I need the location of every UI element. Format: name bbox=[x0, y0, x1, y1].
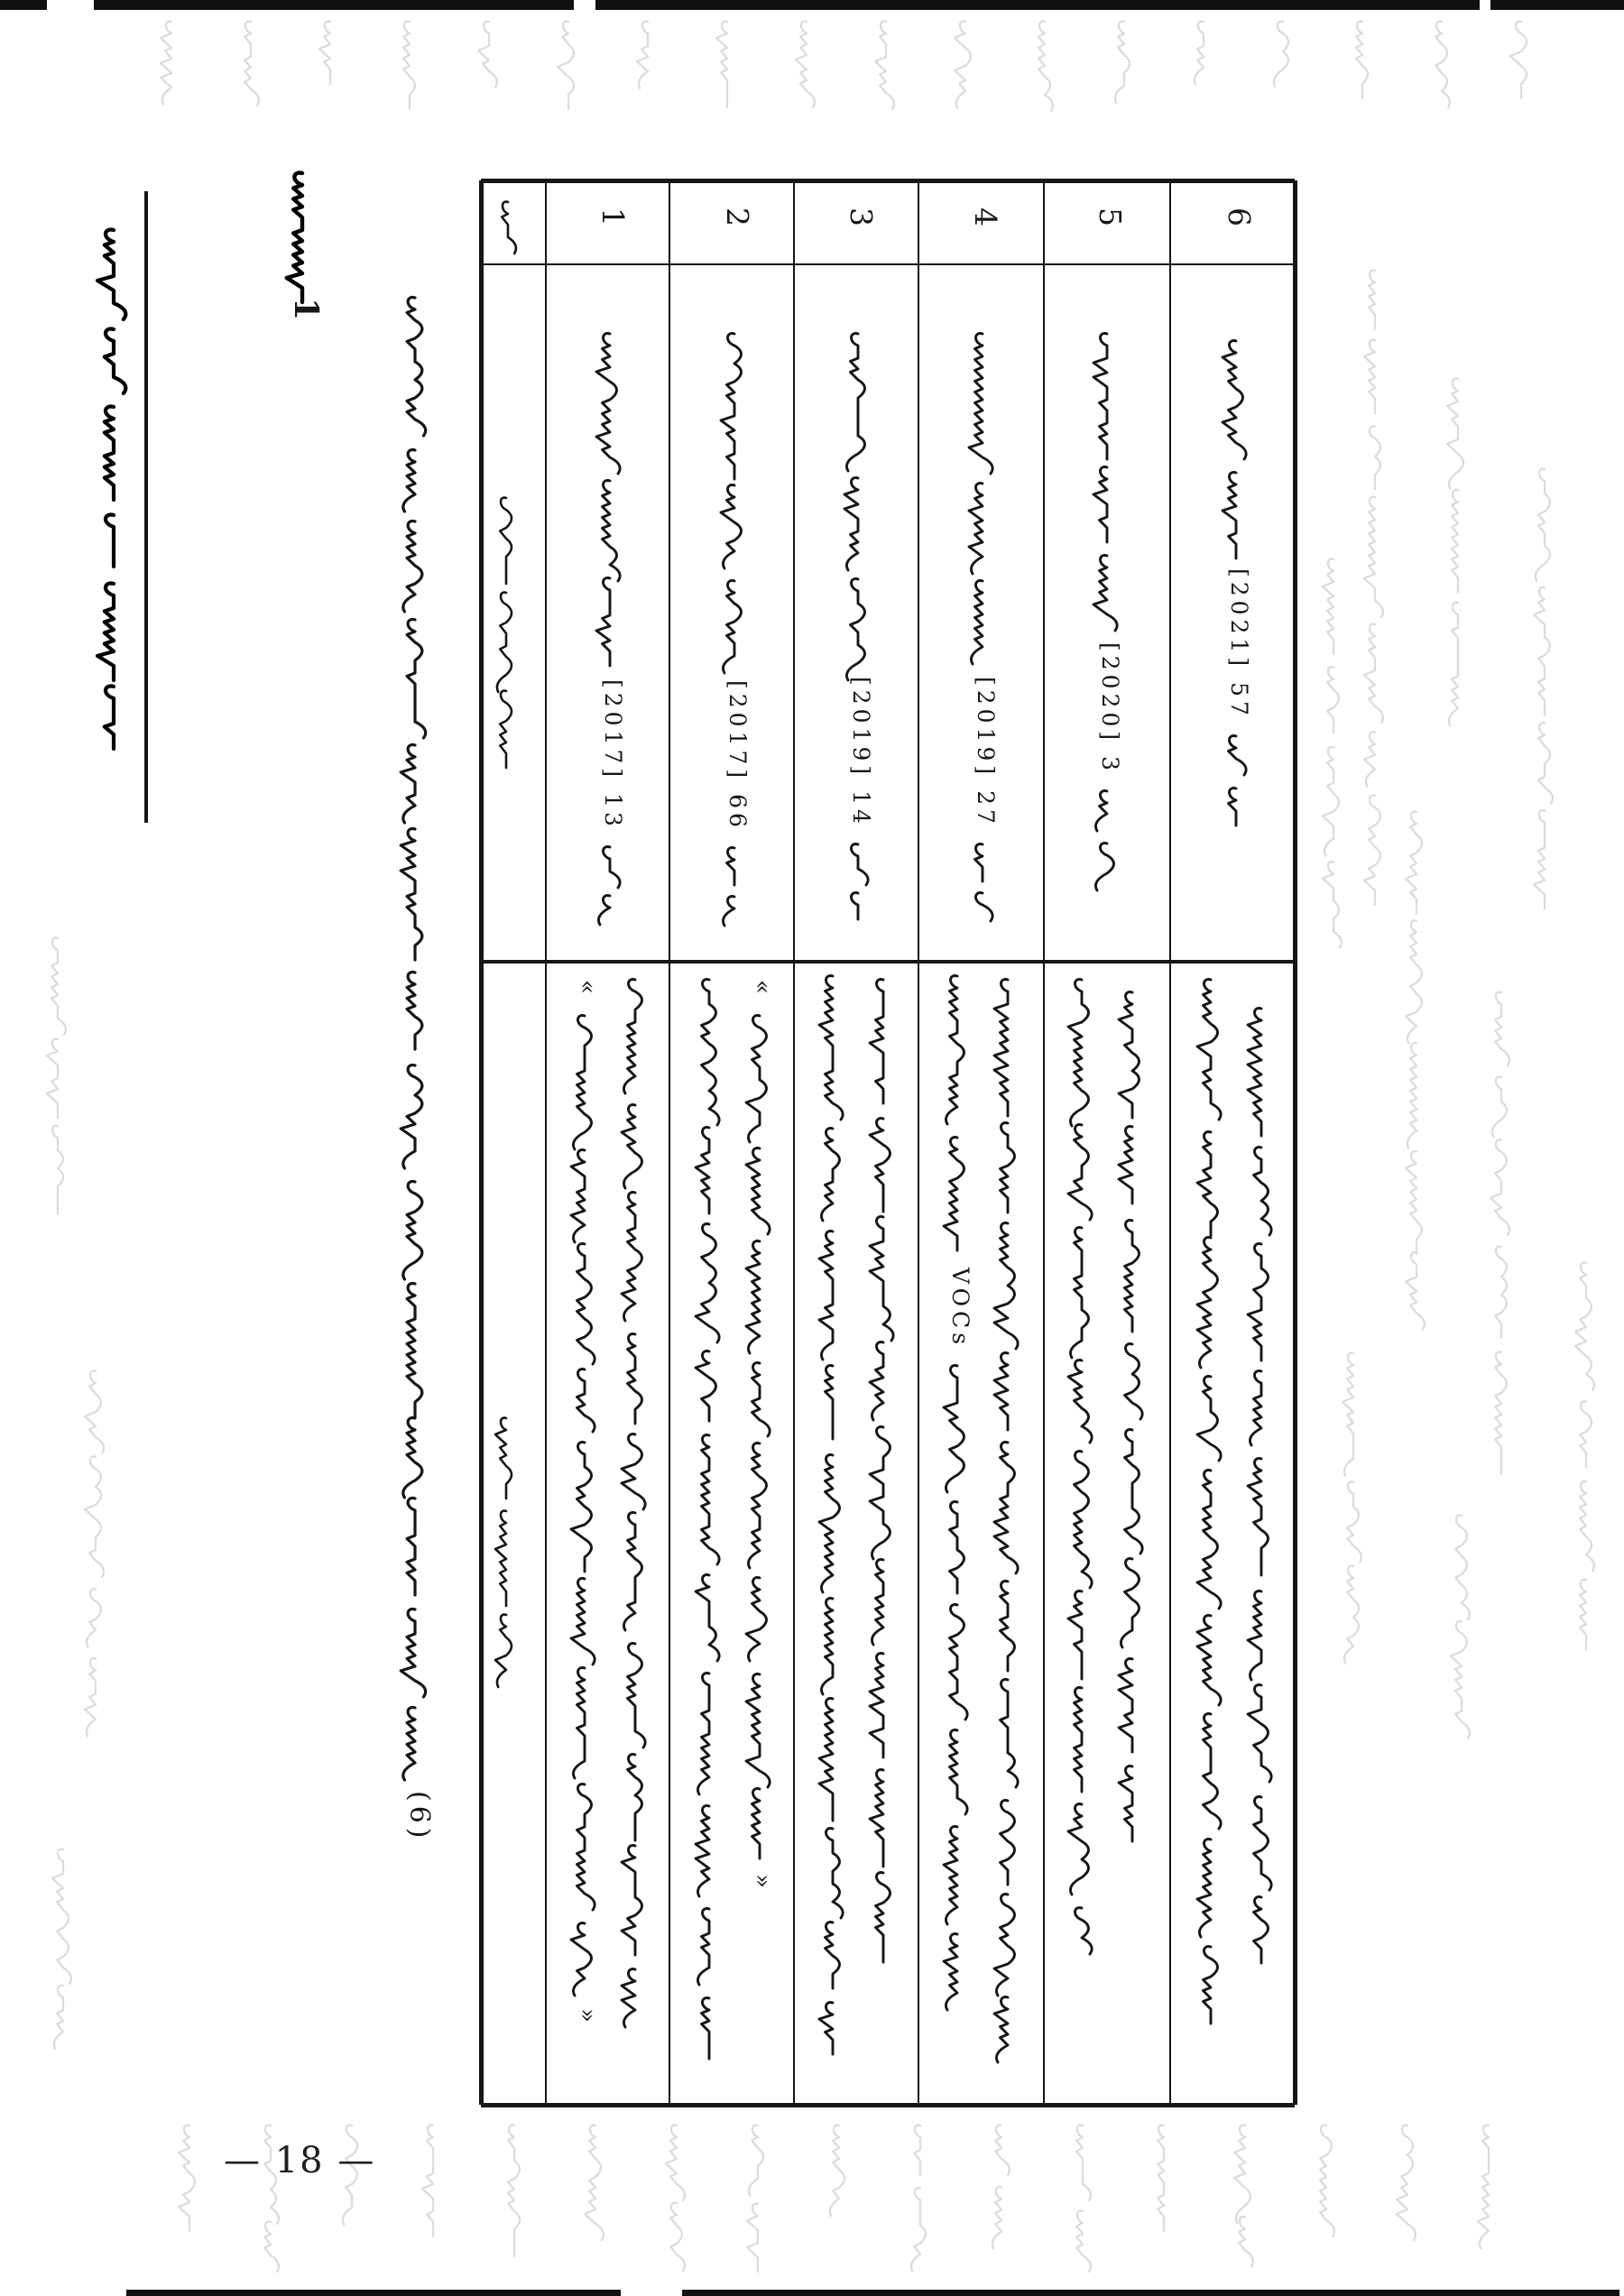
record-number: 5 bbox=[1093, 207, 1129, 231]
top-bar bbox=[0, 0, 47, 10]
doc-number-token: [2019] 14 bbox=[847, 677, 874, 828]
quote-mark: » bbox=[749, 1874, 777, 1893]
bottom-bar bbox=[682, 2290, 1619, 2296]
quote-mark: » bbox=[574, 2008, 602, 2027]
record-number: 4 bbox=[968, 207, 1004, 231]
record-number: 2 bbox=[720, 207, 756, 231]
page-number: — 18 — bbox=[224, 2140, 376, 2181]
table-row-line bbox=[481, 263, 1295, 265]
top-bar bbox=[595, 0, 1480, 10]
table-gridline bbox=[1043, 180, 1045, 2105]
table-border bbox=[479, 180, 484, 2105]
doc-number-token: [2017] 13 bbox=[599, 679, 626, 831]
table-gridline bbox=[669, 180, 670, 2105]
table-gridline bbox=[545, 180, 547, 2105]
quote-mark: « bbox=[749, 980, 777, 999]
table-border bbox=[481, 2103, 1295, 2107]
attachment-number: 1 bbox=[287, 298, 326, 326]
doc-number-token: [2021] 57 bbox=[1225, 568, 1252, 720]
record-number: 3 bbox=[844, 207, 880, 231]
table-gridline bbox=[1169, 180, 1171, 2105]
vocs-token: VOCs bbox=[946, 1268, 973, 1350]
top-bar bbox=[1490, 0, 1624, 10]
table-row-line bbox=[481, 960, 1295, 964]
table-gridline bbox=[918, 180, 919, 2105]
record-number: 6 bbox=[1222, 207, 1258, 231]
record-number: 1 bbox=[595, 207, 632, 231]
caption-part-number: (6) bbox=[402, 1791, 435, 1843]
doc-number-token: [2020] 3 bbox=[1096, 642, 1123, 775]
table-border bbox=[481, 179, 1295, 183]
table-gridline bbox=[793, 180, 795, 2105]
doc-number-token: [2017] 66 bbox=[724, 680, 751, 832]
doc-number-token: [2019] 27 bbox=[972, 677, 999, 828]
running-head-rule bbox=[144, 191, 148, 823]
table-border bbox=[1293, 180, 1297, 2105]
quote-mark: « bbox=[574, 980, 602, 999]
top-bar bbox=[94, 0, 574, 10]
bottom-bar bbox=[126, 2290, 621, 2296]
